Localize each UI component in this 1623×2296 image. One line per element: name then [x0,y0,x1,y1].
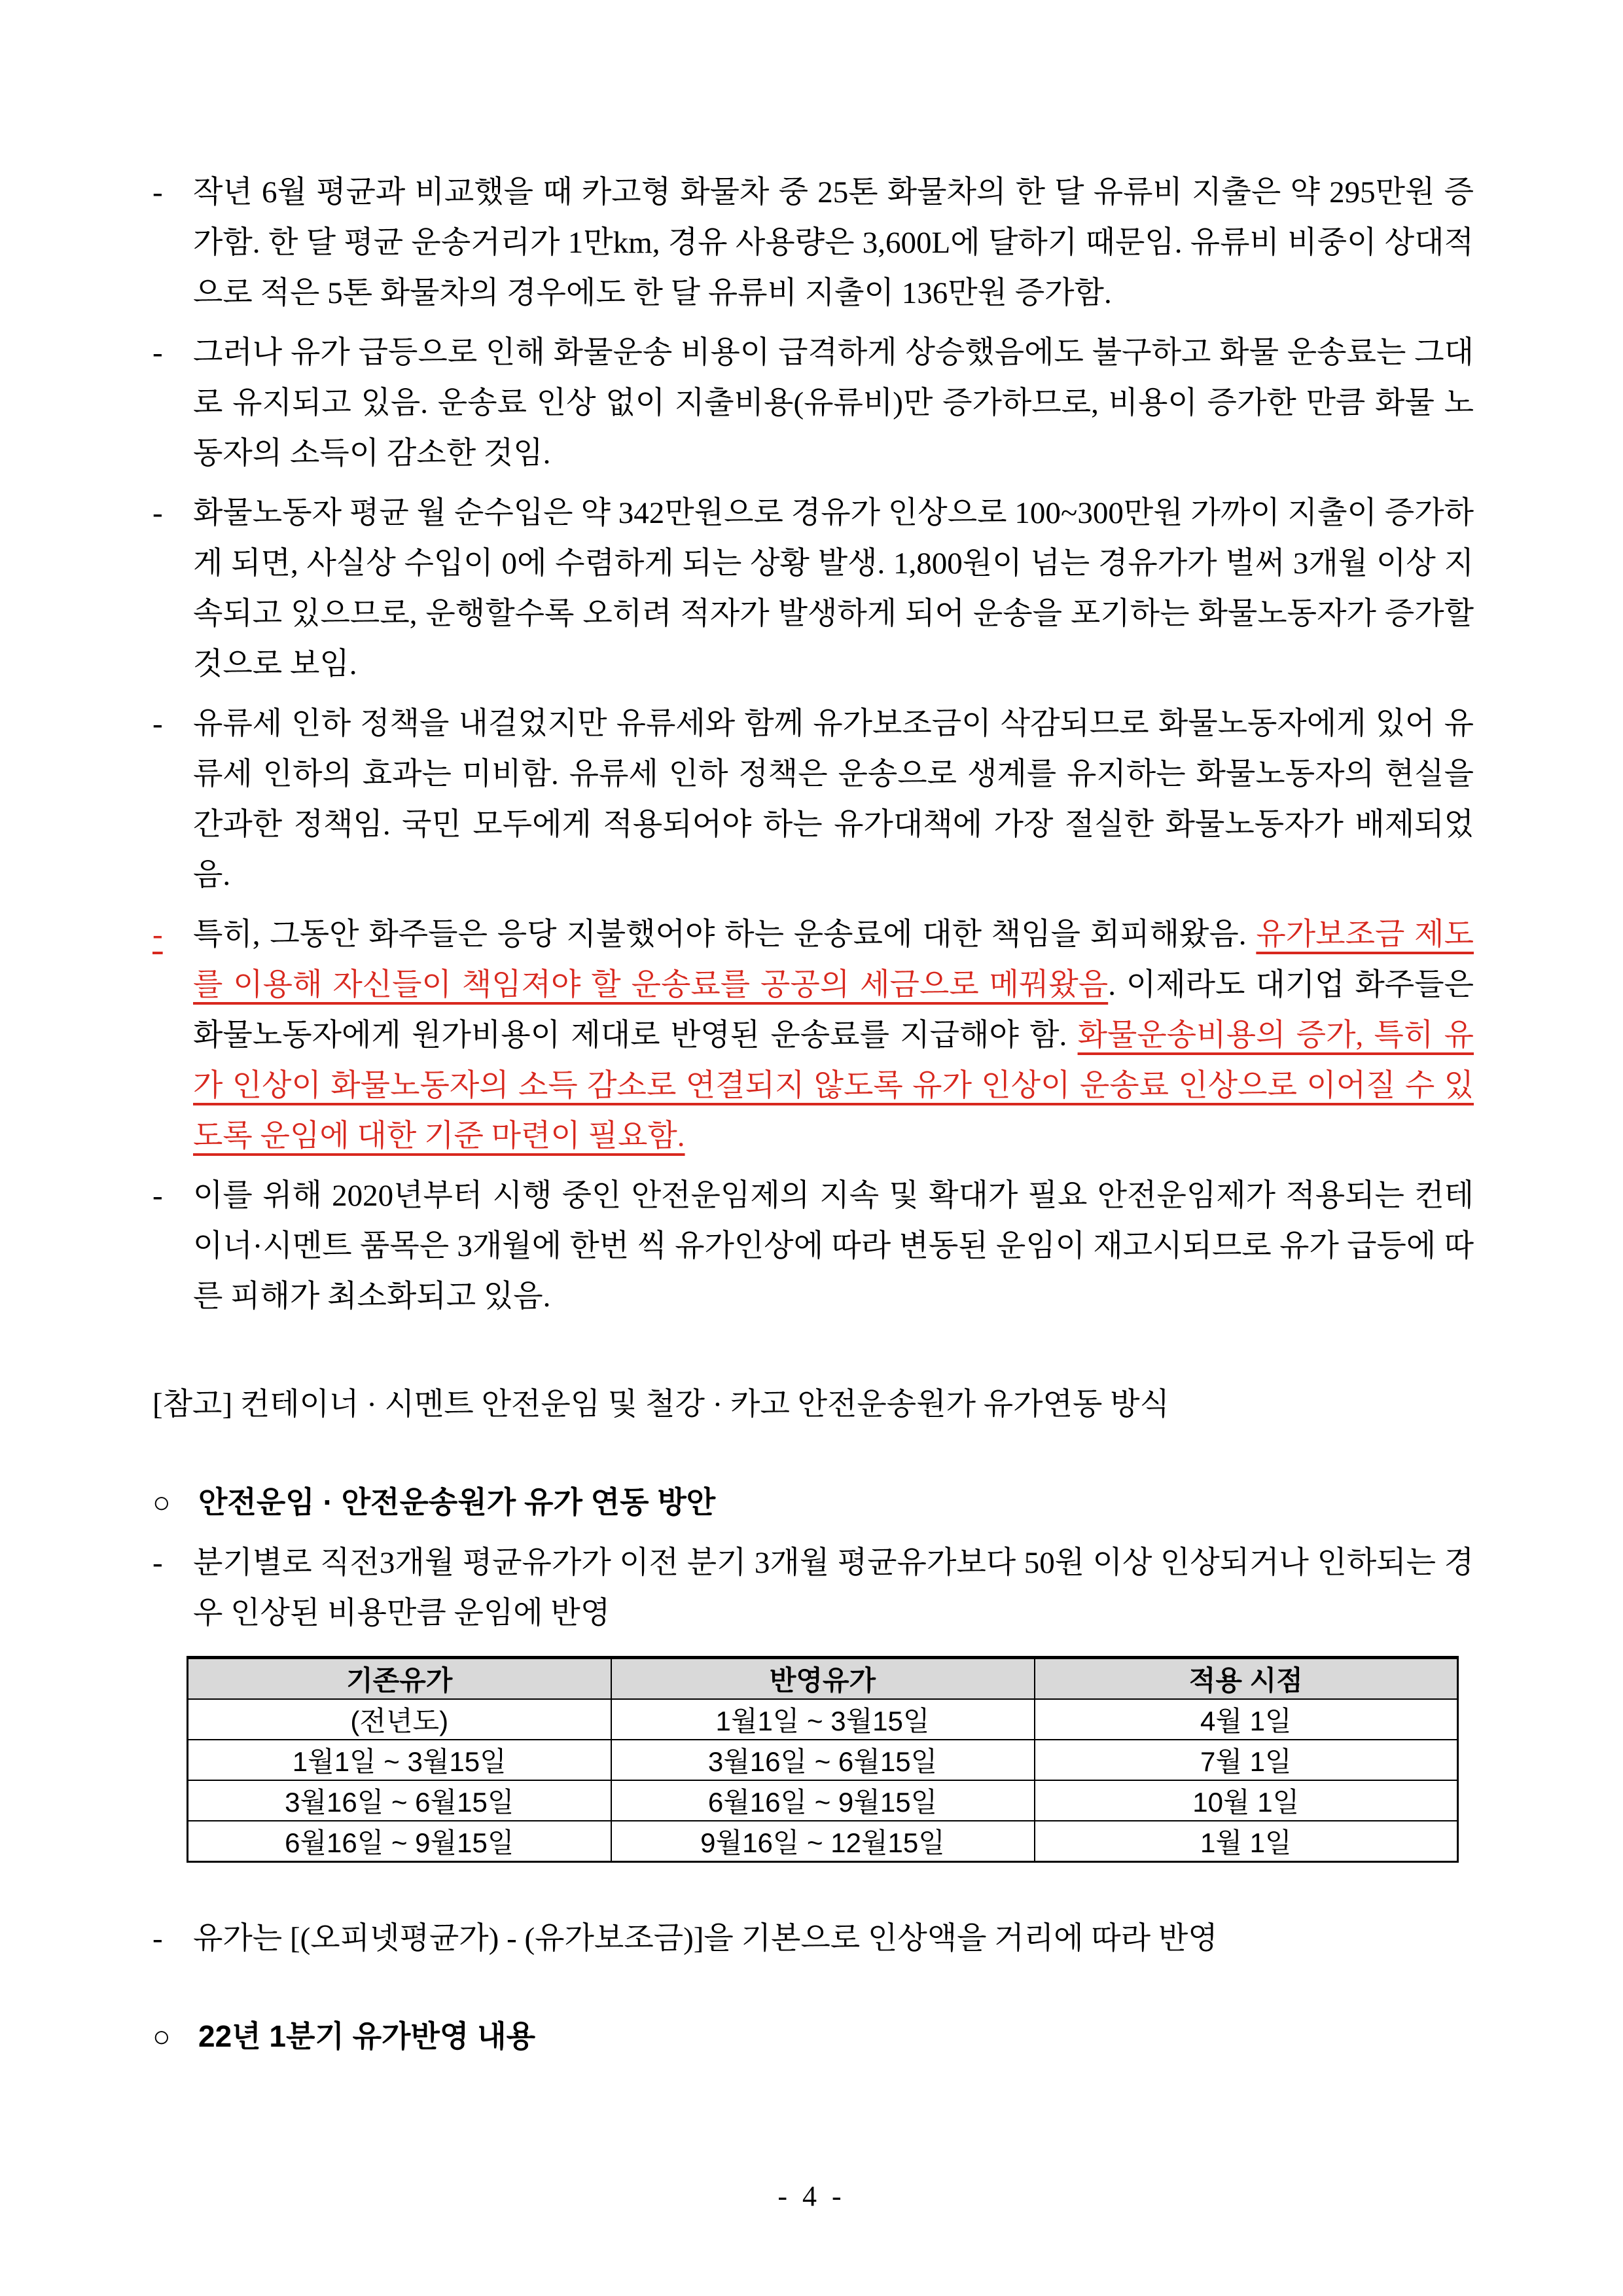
table-cell: 1월 1일 [1035,1821,1458,1862]
table-cell: 6월16일 ~ 9월15일 [611,1780,1035,1821]
red-underlined-text: 유가보조금 제도를 이용해 자신들이 책임져야 할 운송료를 공공의 세금으로 메꿔왔음 [193,918,1474,1002]
table-header-row [188,1658,1458,1700]
dash-bullet-icon: - [152,918,163,952]
dash-bullet-icon: - [152,1546,163,1580]
bullet-paragraph-3 [152,488,1474,690]
table-cell: 3월16일 ~ 6월15일 [188,1780,611,1821]
bullet-text: 그러나 유가 급등으로 인해 화물운송 비용이 급격하게 상승했음에도 불구하고 화물 운송료는 그대로 유지되고 있음. 운송료 인상 없이 지출비용(유류비)만 증가하므로, 비용이 증가한 만큼 화물 노동자의 소득이 감소한 것임. [193,336,1474,471]
dash-bullet-icon: - [152,1179,163,1213]
dash-bullet-icon: - [152,175,163,209]
bullet-paragraph-1 [152,168,1474,319]
table-row [188,1699,1458,1740]
table-row [188,1740,1458,1780]
section-heading-text: 22년 1분기 유가반영 내용 [198,2019,536,2053]
bullet-text: 이를 위해 2020년부터 시행 중인 안전운임제의 지속 및 확대가 필요 안전운임제가 적용되는 컨테이너·시멘트 품목은 3개월에 한번 씩 유가인상에 따라 변동된 운임이 재고시되므로 유가 급등에 따른 피해가 최소화되고 있음. [193,1179,1474,1314]
red-underlined-text: 화물운송비용의 증가, 특히 유가 인상이 화물노동자의 소득 감소로 연결되지 않도록 유가 인상이 운송료 인상으로 이어질 수 있도록 운임에 대한 기준 마련이 필요함. [193,1018,1474,1153]
table-header-cell: 기존유가 [188,1658,611,1700]
bullet-paragraph-2 [152,328,1474,479]
page-number: - 4 - [777,2180,846,2212]
bullet-text: 분기별로 직전3개월 평균유가가 이전 분기 3개월 평균유가보다 50원 이상 인상되거나 인하되는 경우 인상된 비용만큼 운임에 반영 [193,1546,1474,1630]
bullet-text: 특히, 그동안 화주들은 응당 지불했어야 하는 운송료에 대한 책임을 회피해왔음. [193,918,1257,952]
table-body [188,1699,1458,1862]
fuel-price-link-table [187,1656,1459,1863]
bullet-paragraph-5 [152,910,1474,1162]
table-row [188,1821,1458,1862]
table-row [188,1780,1458,1821]
bullet-text: . 이제라도 대기업 화주들은 화물노동자에게 원가비용이 제대로 반영된 운송료를 지급해야 함. [193,968,1474,1052]
section-heading-text: 안전운임 · 안전운송원가 유가 연동 방안 [198,1485,716,1519]
circle-bullet-icon: ○ [152,2019,171,2053]
sub-bullet-paragraph [152,1538,1474,1639]
table-cell: 4월 1일 [1035,1699,1458,1740]
table-cell: (전년도) [188,1699,611,1740]
dash-bullet-icon: - [152,1922,163,1956]
dash-bullet-icon: - [152,336,163,370]
section-heading-q1-22 [152,2011,1474,2062]
table-cell: 1월1일 ~ 3월15일 [611,1699,1035,1740]
circle-bullet-icon: ○ [152,1485,171,1519]
table-cell: 3월16일 ~ 6월15일 [611,1740,1035,1780]
dash-bullet-icon: - [152,707,163,741]
table-header-cell: 적용 시점 [1035,1658,1458,1700]
section-heading-fuel-link-plan [152,1477,1474,1528]
note-bullet-paragraph [152,1914,1474,1964]
bullet-text: 유가는 [(오피넷평균가) - (유가보조금)]을 기본으로 인상액을 거리에 따라 반영 [193,1922,1218,1956]
table-cell: 1월1일 ~ 3월15일 [188,1740,611,1780]
bullet-text: 작년 6월 평균과 비교했을 때 카고형 화물차 중 25톤 화물차의 한 달 유류비 지출은 약 295만원 증가함. 한 달 평균 운송거리가 1만km, 경유 사용량은 3,600L에 달하기 때문임. 유류비 비중이 상대적으로 적은 5톤 화물차의 경우에도 한 달 유류비 지출이 136만원 증가함. [193,175,1474,310]
reference-heading: [참고] 컨테이너 · 시멘트 안전운임 및 철강 · 카고 안전운송원가 유가연동 방식 [152,1388,1169,1422]
table-cell: 7월 1일 [1035,1740,1458,1780]
bullet-text: 화물노동자 평균 월 순수입은 약 342만원으로 경유가 인상으로 100~300만원 가까이 지출이 증가하게 되면, 사실상 수입이 0에 수렴하게 되는 상황 발생. 1,800원이 넘는 경유가가 벌써 3개월 이상 지속되고 있으므로, 운행할수록 오히려 적자가 발생하게 되어 운송을 포기하는 화물노동자가 증가할 것으로 보임. [193,496,1474,681]
table-cell: 6월16일 ~ 9월15일 [188,1821,611,1862]
table-cell: 10월 1일 [1035,1780,1458,1821]
bullet-paragraph-6 [152,1171,1474,1322]
bullet-text: 유류세 인하 정책을 내걸었지만 유류세와 함께 유가보조금이 삭감되므로 화물노동자에게 있어 유류세 인하의 효과는 미비함. 유류세 인하 정책은 운송으로 생계를 유지하는 화물노동자의 현실을 간과한 정책임. 국민 모두에게 적용되어야 하는 유가대책에 가장 절실한 화물노동자가 배제되었음. [193,707,1474,892]
table-header-cell: 반영유가 [611,1658,1035,1700]
bullet-paragraph-4 [152,699,1474,901]
dash-bullet-icon: - [152,496,163,530]
table-cell: 9월16일 ~ 12월15일 [611,1821,1035,1862]
